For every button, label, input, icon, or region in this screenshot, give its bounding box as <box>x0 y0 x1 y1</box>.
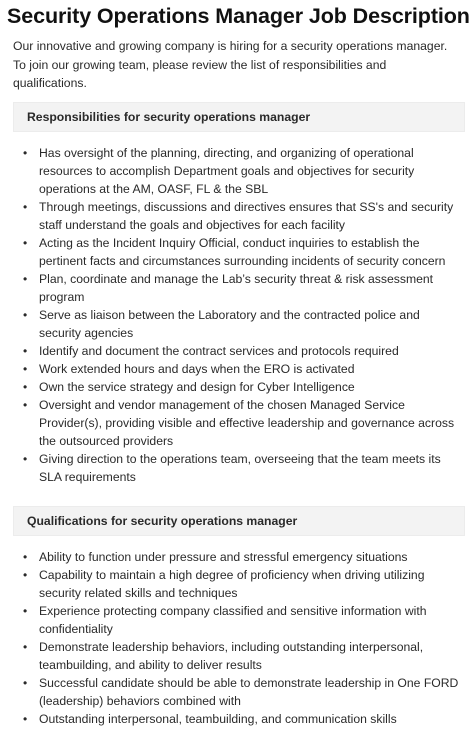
list-item <box>23 602 463 638</box>
responsibilities-heading: Responsibilities for security operations manager <box>27 109 311 124</box>
list-item <box>23 566 463 602</box>
list-item <box>23 548 463 566</box>
qualifications-header <box>13 506 465 536</box>
list-item <box>23 306 463 342</box>
bullet-icon: • <box>23 379 28 394</box>
list-item-text: Identify and document the contract services and protocols required <box>39 343 399 358</box>
list-item <box>23 710 463 728</box>
bullet-icon: • <box>23 603 28 618</box>
list-item <box>23 234 463 270</box>
list-item-text: Outstanding interpersonal, teambuilding, and communication skills <box>39 711 397 726</box>
bullet-icon: • <box>23 199 28 214</box>
list-item-text: Own the service strategy and design for Cyber Intelligence <box>39 379 355 394</box>
list-item <box>23 270 463 306</box>
bullet-icon: • <box>23 567 28 582</box>
page-title: Security Operations Manager Job Description <box>7 4 470 28</box>
bullet-icon: • <box>23 549 28 564</box>
list-item <box>23 450 463 486</box>
qualifications-list <box>7 548 463 728</box>
list-item-text: Plan, coordinate and manage the Lab’s security threat & risk assessment program <box>39 271 434 304</box>
responsibilities-header <box>13 102 465 132</box>
list-item-text: Oversight and vendor management of the chosen Managed Service Provider(s), providing visible and effective leadership and governance across the outsourced providers <box>39 397 455 448</box>
list-item-text: Capability to maintain a high degree of proficiency when driving utilizing security related skills and techniques <box>39 567 425 600</box>
bullet-icon: • <box>23 145 28 160</box>
intro-paragraph: Our innovative and growing company is hiring for a security operations manager. To join our growing team, please review the list of responsibilities and qualifications. <box>13 39 448 90</box>
list-item <box>23 360 463 378</box>
list-item <box>23 396 463 450</box>
list-item-text: Giving direction to the operations team, overseeing that the team meets its SLA requirements <box>39 451 441 484</box>
list-item <box>23 674 463 710</box>
bullet-icon: • <box>23 361 28 376</box>
list-item <box>23 638 463 674</box>
bullet-icon: • <box>23 397 28 412</box>
bullet-icon: • <box>23 711 28 726</box>
bullet-icon: • <box>23 639 28 654</box>
list-item <box>23 378 463 396</box>
bullet-icon: • <box>23 675 28 690</box>
list-item <box>23 342 463 360</box>
list-item-text: Ability to function under pressure and stressful emergency situations <box>39 549 408 564</box>
list-item <box>23 198 463 234</box>
bullet-icon: • <box>23 307 28 322</box>
bullet-icon: • <box>23 451 28 466</box>
list-item-text: Through meetings, discussions and directives ensures that SS's and security staff understand the goals and objectives for each facility <box>39 199 454 232</box>
list-item-text: Acting as the Incident Inquiry Official, conduct inquiries to establish the pertinent facts and circumstances surrounding incidents of security concern <box>39 235 446 268</box>
list-item-text: Serve as liaison between the Laboratory and the contracted police and security agencies <box>39 307 420 340</box>
list-item-text: Work extended hours and days when the ERO is activated <box>39 361 355 376</box>
list-item-text: Successful candidate should be able to demonstrate leadership in One FORD (leadership) behaviors combined with <box>39 675 459 708</box>
list-item <box>23 144 463 198</box>
bullet-icon: • <box>23 235 28 250</box>
bullet-icon: • <box>23 271 28 286</box>
list-item-text: Demonstrate leadership behaviors, including outstanding interpersonal, teambuilding, and ability to deliver results <box>39 639 424 672</box>
list-item-text: Has oversight of the planning, directing, and organizing of operational resources to accomplish Department goals and objectives for security operations at the AM, OASF, FL & the SBL <box>39 145 415 196</box>
list-item-text: Experience protecting company classified and sensitive information with confidentiality <box>39 603 427 636</box>
bullet-icon: • <box>23 343 28 358</box>
responsibilities-list <box>7 144 463 486</box>
qualifications-heading: Qualifications for security operations manager <box>27 513 298 528</box>
